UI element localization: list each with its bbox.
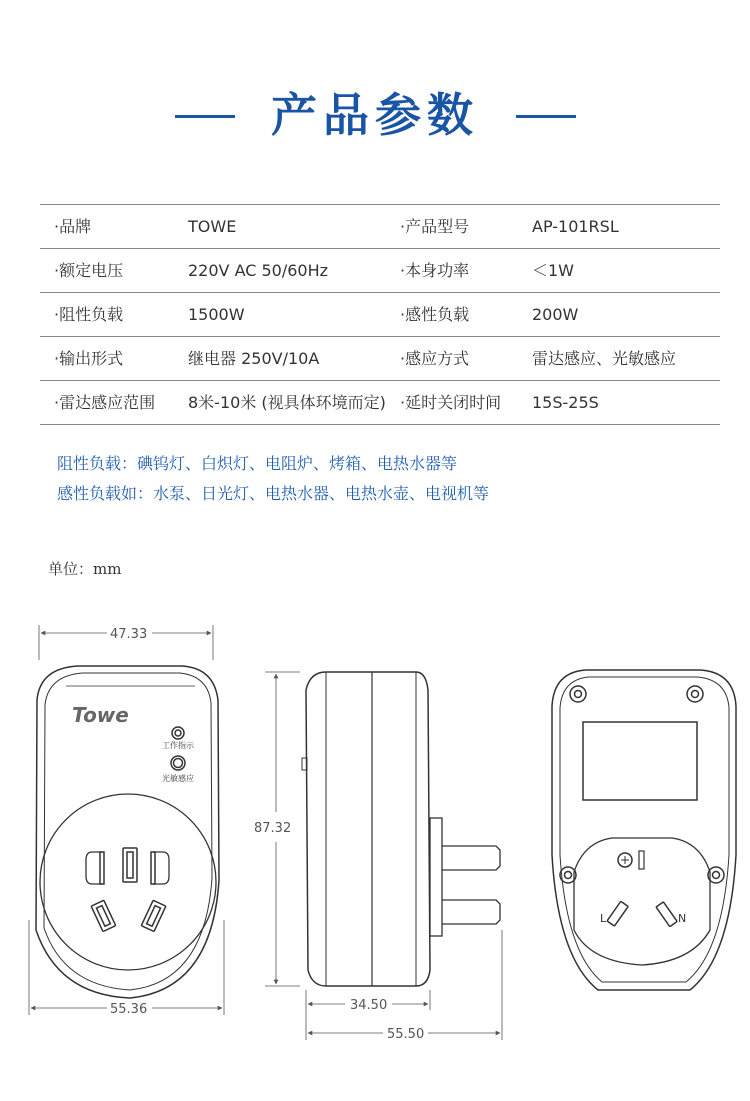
dim-height: 87.32 — [254, 821, 292, 836]
spec-label: ·本身功率 — [400, 261, 470, 280]
dim-depth-body: 34.50 — [350, 998, 388, 1013]
spec-value: 200W — [532, 305, 579, 324]
spec-row — [40, 381, 720, 425]
dimension-diagram — [0, 600, 750, 1080]
spec-label: ·感性负载 — [400, 305, 470, 324]
spec-value: 15S-25S — [532, 393, 599, 412]
title-block — [0, 85, 750, 145]
spec-table — [40, 204, 720, 425]
spec-label: ·延时关闭时间 — [400, 393, 502, 412]
spec-label: ·额定电压 — [54, 261, 124, 280]
title-right-rule — [516, 115, 576, 118]
spec-row — [40, 205, 720, 249]
indicator-light-label: 光敏感应 — [162, 774, 194, 783]
spec-value: 继电器 250V/10A — [188, 349, 320, 368]
back-label-l: L — [600, 912, 607, 925]
side-view — [302, 672, 500, 986]
spec-label: ·感应方式 — [400, 349, 470, 368]
spec-label: ·产品型号 — [400, 217, 470, 236]
spec-row — [40, 337, 720, 381]
back-view — [552, 670, 736, 990]
spec-value: 1500W — [188, 305, 245, 324]
title-left-rule — [175, 115, 235, 118]
inductive-load-note: 感性负载如：水泵、日光灯、电热水器、电热水壶、电视机等 — [57, 484, 490, 503]
spec-label: ·雷达感应范围 — [54, 393, 156, 412]
indicator-work-label: 工作指示 — [162, 741, 194, 750]
spec-value: 220V AC 50/60Hz — [188, 261, 329, 280]
spec-label: ·输出形式 — [54, 349, 124, 368]
resistive-load-note: 阻性负载：碘钨灯、白炽灯、电阻炉、烤箱、电热水器等 — [57, 454, 458, 473]
spec-value-note: (视具体环境而定) — [261, 393, 386, 412]
brand-logo: Towe — [72, 703, 129, 727]
dim-top-width: 47.33 — [110, 627, 148, 642]
spec-value: 雷达感应、光敏感应 — [532, 349, 677, 368]
dim-bottom-width: 55.36 — [110, 1002, 148, 1017]
spec-value: AP-101RSL — [532, 217, 619, 236]
spec-value: TOWE — [188, 217, 237, 236]
spec-value — [188, 381, 386, 424]
back-label-n: N — [678, 912, 687, 925]
spec-row — [40, 293, 720, 337]
unit-label: 单位：mm — [48, 560, 122, 578]
dim-depth-total: 55.50 — [387, 1027, 425, 1042]
spec-value: ＜1W — [532, 261, 575, 280]
page-title: 产品参数 — [271, 88, 479, 142]
spec-label: ·阻性负载 — [54, 305, 124, 324]
dimension-drawing — [0, 600, 750, 1080]
spec-label: ·品牌 — [54, 217, 92, 236]
spec-row — [40, 249, 720, 293]
spec-value-main: 8米-10米 — [188, 393, 257, 412]
